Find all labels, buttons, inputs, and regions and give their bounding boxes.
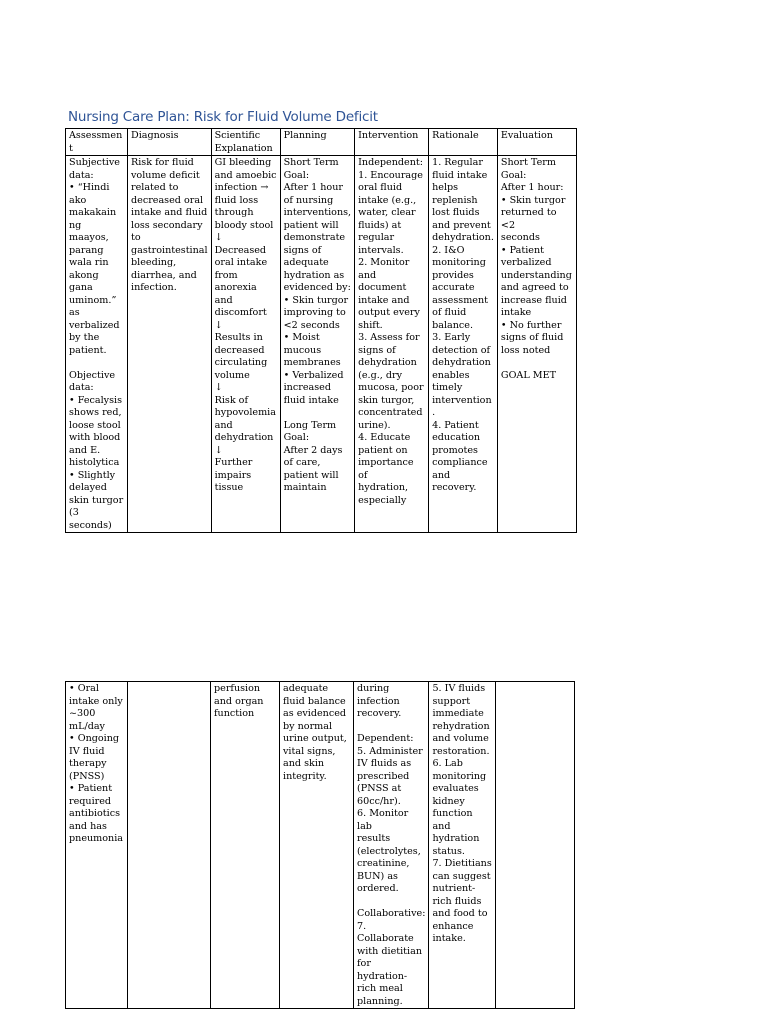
header-diagnosis: Diagnosis — [128, 129, 212, 156]
planning-cell: adequate fluid balance as evidenced by normal urine output, vital signs, and skin integrity. — [280, 682, 354, 1009]
care-plan-table-page-2 — [65, 681, 575, 1009]
diagnosis-cell — [128, 682, 211, 1009]
care-plan-table-page-1 — [65, 128, 577, 533]
table-row — [66, 156, 577, 533]
rationale-cell: 1. Regular fluid intake helps replenish lost fluids and prevent dehydration. 2. I&O monitoring provides accurate assessment of fluid balance. 3. Early detection of dehydration enables timely intervention . 4. Patient education promotes compliance and recovery. — [429, 156, 498, 533]
header-row — [66, 129, 577, 156]
header-scientific-explanation: Scientific Explanation — [211, 129, 280, 156]
assessment-cell: • Oral intake only ~300 mL/day • Ongoing IV fluid therapy (PNSS) • Patient required antibiotics and has pneumonia — [66, 682, 128, 1009]
evaluation-cell — [496, 682, 575, 1009]
scientific-explanation-cell: GI bleeding and amoebic infection → fluid loss through bloody stool ↓ Decreased oral intake from anorexia and discomfort ↓ Results in decreased circulating volume ↓ Risk of hypovolemia and dehydration ↓ Further impairs tissue — [211, 156, 280, 533]
header-evaluation: Evaluation — [497, 129, 576, 156]
header-planning: Planning — [280, 129, 355, 156]
scientific-explanation-cell: perfusion and organ function — [211, 682, 280, 1009]
header-assessment: Assessmen t — [66, 129, 128, 156]
table-row — [66, 682, 575, 1009]
evaluation-cell: Short Term Goal: After 1 hour: • Skin turgor returned to <2 seconds • Patient verbalized understanding and agreed to increase fluid intake • No further signs of fluid loss noted GOAL MET — [497, 156, 576, 533]
header-rationale: Rationale — [429, 129, 498, 156]
planning-cell: Short Term Goal: After 1 hour of nursing interventions, patient will demonstrate signs of adequate hydration as evidenced by: • Skin turgor improving to <2 seconds • Moist mucous membranes • Verbalized increased fluid intake Long Term Goal: After 2 days of care, patient will maintain — [280, 156, 355, 533]
assessment-cell: Subjective data: • “Hindi ako makakain ng maayos, parang wala rin akong gana uminom.” as verbalized by the patient. Objective data: • Fecalysis shows red, loose stool with blood and E. histolytica • Slightly delayed skin turgor (3 seconds) — [66, 156, 128, 533]
page-title: Nursing Care Plan: Risk for Fluid Volume Deficit — [68, 109, 378, 125]
header-intervention: Intervention — [355, 129, 429, 156]
intervention-cell: Independent: 1. Encourage oral fluid intake (e.g., water, clear fluids) at regular intervals. 2. Monitor and document intake and output every shift. 3. Assess for signs of dehydration (e.g., dry mucosa, poor skin turgor, concentrated urine). 4. Educate patient on importance of hydration, especially — [355, 156, 429, 533]
diagnosis-cell: Risk for fluid volume deficit related to decreased oral intake and fluid loss secondary to gastrointestinal bleeding, diarrhea, and infection. — [128, 156, 212, 533]
rationale-cell: 5. IV fluids support immediate rehydration and volume restoration. 6. Lab monitoring evaluates kidney function and hydration status. 7. Dietitians can suggest nutrient- rich fluids and food to enhance intake. — [429, 682, 496, 1009]
intervention-cell: during infection recovery. Dependent: 5. Administer IV fluids as prescribed (PNSS at 60cc/hr). 6. Monitor lab results (electrolytes, creatinine, BUN) as ordered. Collaborative: 7. Collaborate with dietitian for hydration- rich meal planning. — [354, 682, 429, 1009]
